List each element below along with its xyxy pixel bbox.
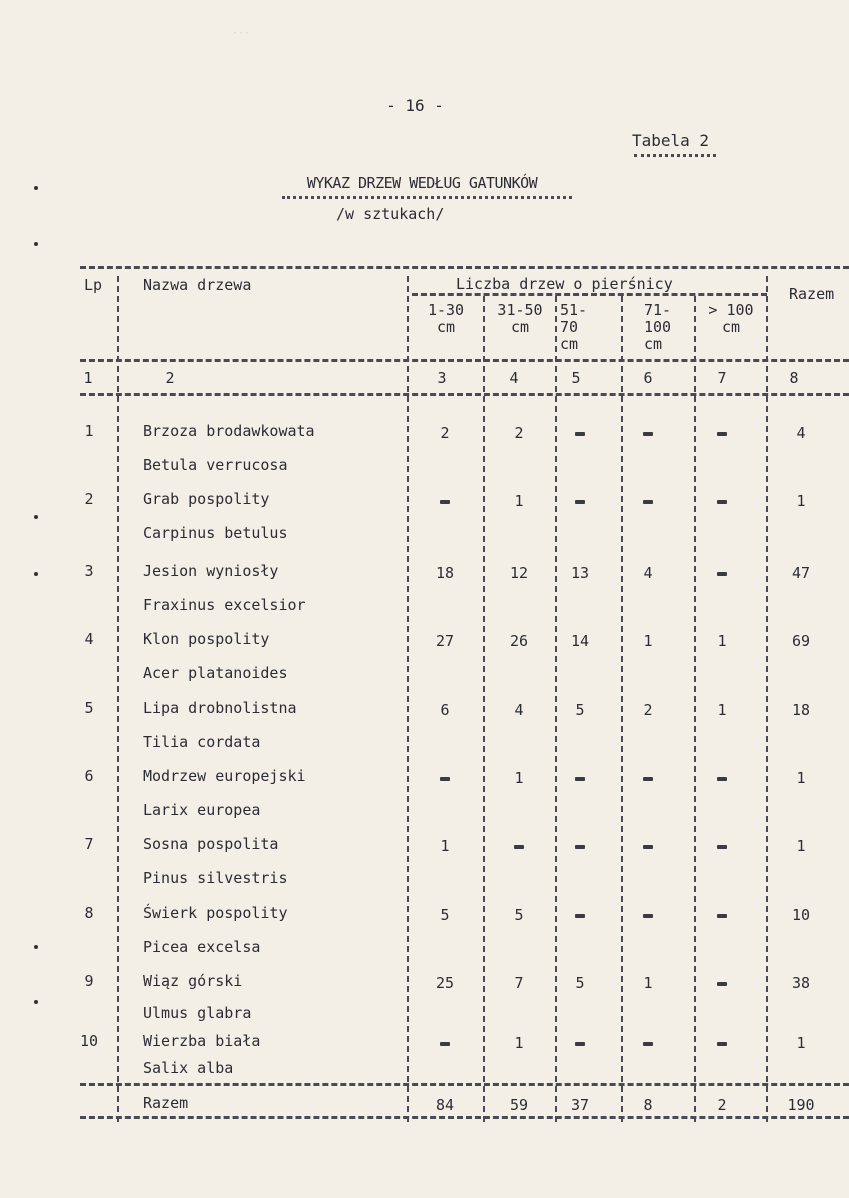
row-value-dash [643, 845, 653, 849]
row-value: 1 [440, 837, 450, 855]
col-separator [117, 276, 119, 1122]
margin-dot [34, 572, 38, 576]
row-value: 26 [509, 632, 529, 650]
row-lp: 2 [84, 490, 94, 508]
row-value: 1 [514, 769, 524, 787]
col-number: 4 [509, 369, 519, 387]
row-value-dash [643, 914, 653, 918]
row-name: Jesion wyniosły [143, 562, 279, 580]
row-name: Grab pospolity [143, 490, 270, 508]
row-value: 1 [643, 974, 653, 992]
row-value: 5 [440, 906, 450, 924]
col-number-rule [80, 393, 849, 396]
total-bottom-rule [80, 1116, 849, 1119]
row-latin-name: Pinus silvestris [143, 869, 288, 887]
row-total: 69 [791, 632, 811, 650]
document-subtitle: /w sztukach/ [336, 205, 445, 223]
row-value-dash [575, 500, 585, 504]
margin-dot [34, 186, 38, 190]
row-total: 1 [796, 492, 806, 510]
document-title: WYKAZ DRZEW WEDŁUG GATUNKÓW [306, 174, 538, 192]
faint-stamp: ··· [232, 28, 251, 39]
row-value-dash [440, 1042, 450, 1046]
margin-dot [34, 945, 38, 949]
row-total: 4 [796, 424, 806, 442]
row-value-dash [575, 777, 585, 781]
row-latin-name: Betula verrucosa [143, 456, 288, 474]
row-value: 25 [435, 974, 455, 992]
row-value-dash [717, 432, 727, 436]
row-value: 5 [575, 974, 585, 992]
total-cell: 8 [643, 1096, 653, 1114]
margin-dot [34, 242, 38, 246]
row-lp: 7 [84, 835, 94, 853]
header-name: Nazwa drzewa [143, 276, 252, 294]
row-value-dash [643, 777, 653, 781]
row-name: Lipa drobnolistna [143, 699, 297, 717]
row-latin-name: Salix alba [143, 1059, 234, 1077]
page-number: - 16 - [386, 96, 444, 115]
total-cell: 2 [717, 1096, 727, 1114]
row-lp: 5 [84, 699, 94, 717]
row-value: 4 [643, 564, 653, 582]
col-number: 2 [165, 369, 175, 387]
row-value-dash [643, 1042, 653, 1046]
margin-dot [34, 515, 38, 519]
col-separator [407, 276, 409, 1122]
row-value-dash [717, 982, 727, 986]
row-value-dash [575, 845, 585, 849]
row-latin-name: Acer platanoides [143, 664, 288, 682]
row-name: Brzoza brodawkowata [143, 422, 315, 440]
row-value-dash [440, 777, 450, 781]
row-lp: 6 [84, 767, 94, 785]
col-number: 8 [789, 369, 799, 387]
col-number: 7 [717, 369, 727, 387]
row-lp: 3 [84, 562, 94, 580]
row-lp: 10 [79, 1032, 99, 1050]
row-latin-name: Fraxinus excelsior [143, 596, 306, 614]
row-value: 5 [514, 906, 524, 924]
row-total: 1 [796, 1034, 806, 1052]
row-lp: 9 [84, 972, 94, 990]
row-lp: 1 [84, 422, 94, 440]
header-bottom-rule [80, 359, 849, 362]
row-value: 1 [717, 701, 727, 719]
row-value: 1 [717, 632, 727, 650]
col-number: 3 [437, 369, 447, 387]
row-name: Modrzew europejski [143, 767, 306, 785]
col-number: 6 [643, 369, 653, 387]
total-cell: 37 [570, 1096, 590, 1114]
row-name: Sosna pospolita [143, 835, 279, 853]
row-value: 13 [570, 564, 590, 582]
row-lp: 8 [84, 904, 94, 922]
table-label: Tabela 2 [632, 131, 710, 150]
row-value-dash [514, 845, 524, 849]
col-separator [483, 296, 485, 1122]
row-value: 1 [643, 632, 653, 650]
row-total: 47 [791, 564, 811, 582]
row-value-dash [717, 777, 727, 781]
row-latin-name: Larix europea [143, 801, 261, 819]
row-value: 12 [509, 564, 529, 582]
header-range-1: 1-30 cm [427, 301, 465, 336]
header-range-2: 31-50 cm [497, 301, 543, 336]
header-group: Liczba drzew o pierśnicy [456, 275, 673, 293]
col-separator [766, 276, 768, 1122]
row-value: 6 [440, 701, 450, 719]
row-value-dash [575, 914, 585, 918]
row-value-dash [575, 1042, 585, 1046]
row-latin-name: Tilia cordata [143, 733, 261, 751]
row-value: 14 [570, 632, 590, 650]
row-value: 2 [440, 424, 450, 442]
row-total: 1 [796, 837, 806, 855]
col-number: 5 [571, 369, 581, 387]
row-total: 18 [791, 701, 811, 719]
total-top-rule [80, 1083, 849, 1086]
row-name: Klon pospolity [143, 630, 270, 648]
row-value: 5 [575, 701, 585, 719]
row-value-dash [440, 500, 450, 504]
total-label: Razem [143, 1094, 189, 1112]
row-value: 1 [514, 1034, 524, 1052]
margin-dot [34, 1000, 38, 1004]
table-label-underline [634, 154, 716, 157]
header-total: Razem [789, 285, 835, 303]
row-name: Świerk pospolity [143, 904, 288, 922]
row-name: Wierzba biała [143, 1032, 261, 1050]
row-value-dash [717, 1042, 727, 1046]
row-value-dash [717, 500, 727, 504]
row-value: 27 [435, 632, 455, 650]
row-value: 1 [514, 492, 524, 510]
row-value-dash [717, 572, 727, 576]
row-value: 2 [643, 701, 653, 719]
row-name: Wiąz górski [143, 972, 243, 990]
col-separator [694, 296, 696, 1122]
row-total: 10 [791, 906, 811, 924]
row-total: 38 [791, 974, 811, 992]
row-total: 1 [796, 769, 806, 787]
row-value: 18 [435, 564, 455, 582]
row-value-dash [643, 500, 653, 504]
table-top-rule [80, 266, 849, 269]
row-value: 7 [514, 974, 524, 992]
col-number: 1 [83, 369, 93, 387]
title-underline [282, 196, 572, 199]
row-value-dash [717, 914, 727, 918]
row-value-dash [575, 432, 585, 436]
header-lp: Lp [84, 276, 103, 294]
header-range-4: 71- 100 cm [644, 301, 672, 353]
row-latin-name: Carpinus betulus [143, 524, 288, 542]
row-value-dash [717, 845, 727, 849]
row-value: 2 [514, 424, 524, 442]
row-value: 4 [514, 701, 524, 719]
group-header-underline [412, 293, 767, 296]
total-cell: 190 [787, 1096, 815, 1114]
row-value-dash [643, 432, 653, 436]
row-latin-name: Picea excelsa [143, 938, 261, 956]
total-cell: 84 [435, 1096, 455, 1114]
row-lp: 4 [84, 630, 94, 648]
header-range-5: > 100 cm [708, 301, 754, 336]
row-latin-name: Ulmus glabra [143, 1004, 252, 1022]
header-range-3: 51- 70 cm [560, 301, 588, 353]
total-cell: 59 [509, 1096, 529, 1114]
